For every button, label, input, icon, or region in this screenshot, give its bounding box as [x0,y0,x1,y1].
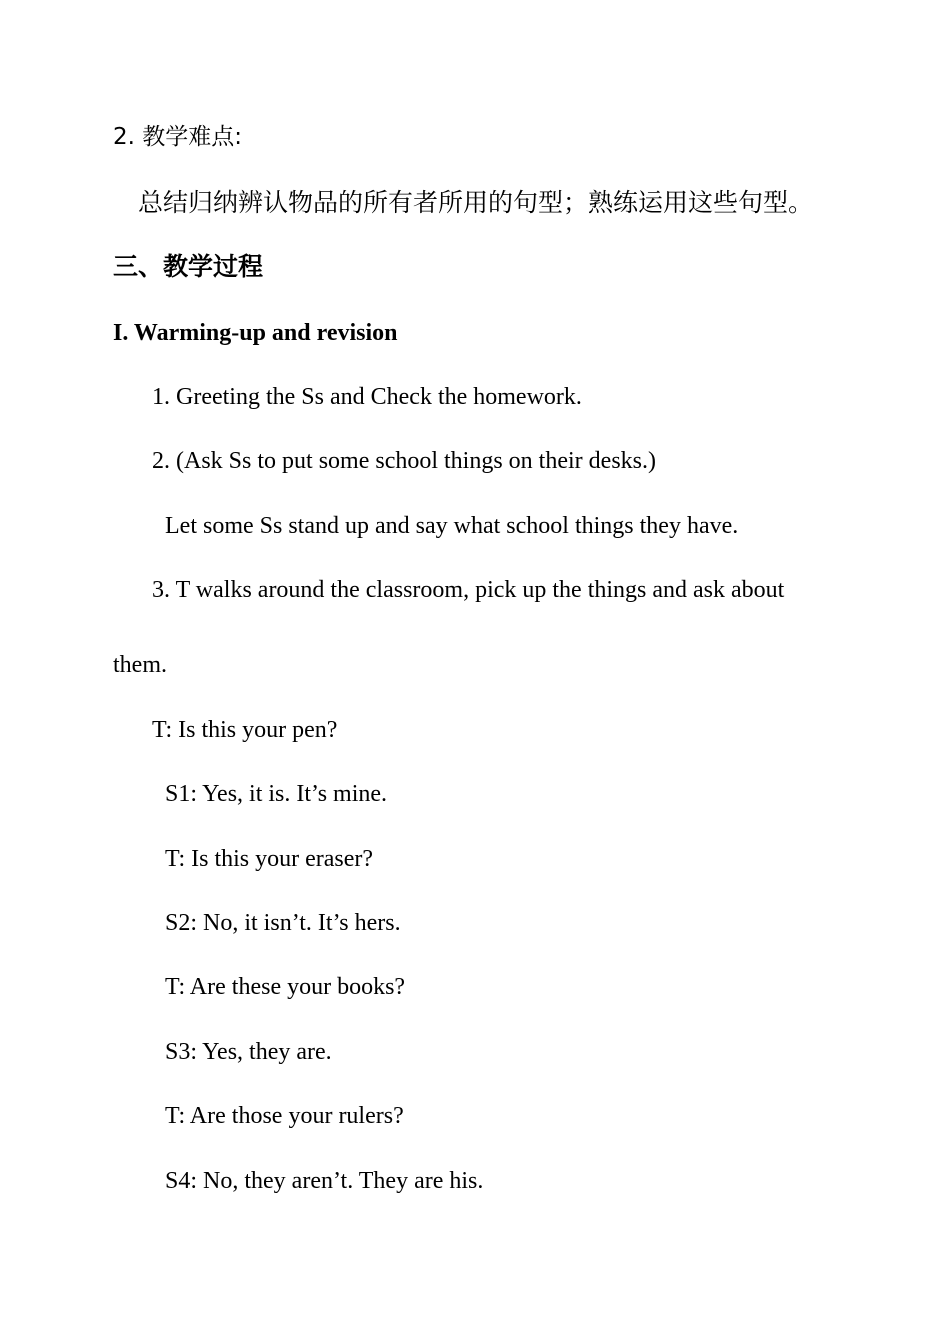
dialogue-line-2: S1: Yes, it is. It’s mine. [165,781,388,807]
dialogue-line-7: T: Are those your rulers? [165,1103,404,1129]
difficulty-heading: 2. 教学难点: [113,124,243,150]
step-3: 3. T walks around the classroom, pick up the things and ask about [152,577,785,603]
dialogue-line-8: S4: No, they aren’t. They are his. [165,1168,484,1194]
step-2-detail: Let some Ss stand up and say what school things they have. [165,513,739,539]
step-1: 1. Greeting the Ss and Check the homework. [152,384,582,410]
dialogue-line-3: T: Is this your eraser? [165,846,374,872]
difficulty-text: 总结归纳辨认物品的所有者所用的句型；熟练运用这些句型。 [138,188,814,217]
part-heading: I. Warming-up and revision [113,320,398,346]
dialogue-line-4: S2: No, it isn’t. It’s hers. [165,910,401,936]
dialogue-line-5: T: Are these your books? [165,974,406,1000]
dialogue-line-1: T: Is this your pen? [152,717,338,743]
dialogue-line-6: S3: Yes, they are. [165,1039,332,1065]
step-3-continued: them. [113,652,167,678]
section-heading: 三、教学过程 [113,252,264,281]
step-2: 2. (Ask Ss to put some school things on their desks.) [152,448,656,474]
